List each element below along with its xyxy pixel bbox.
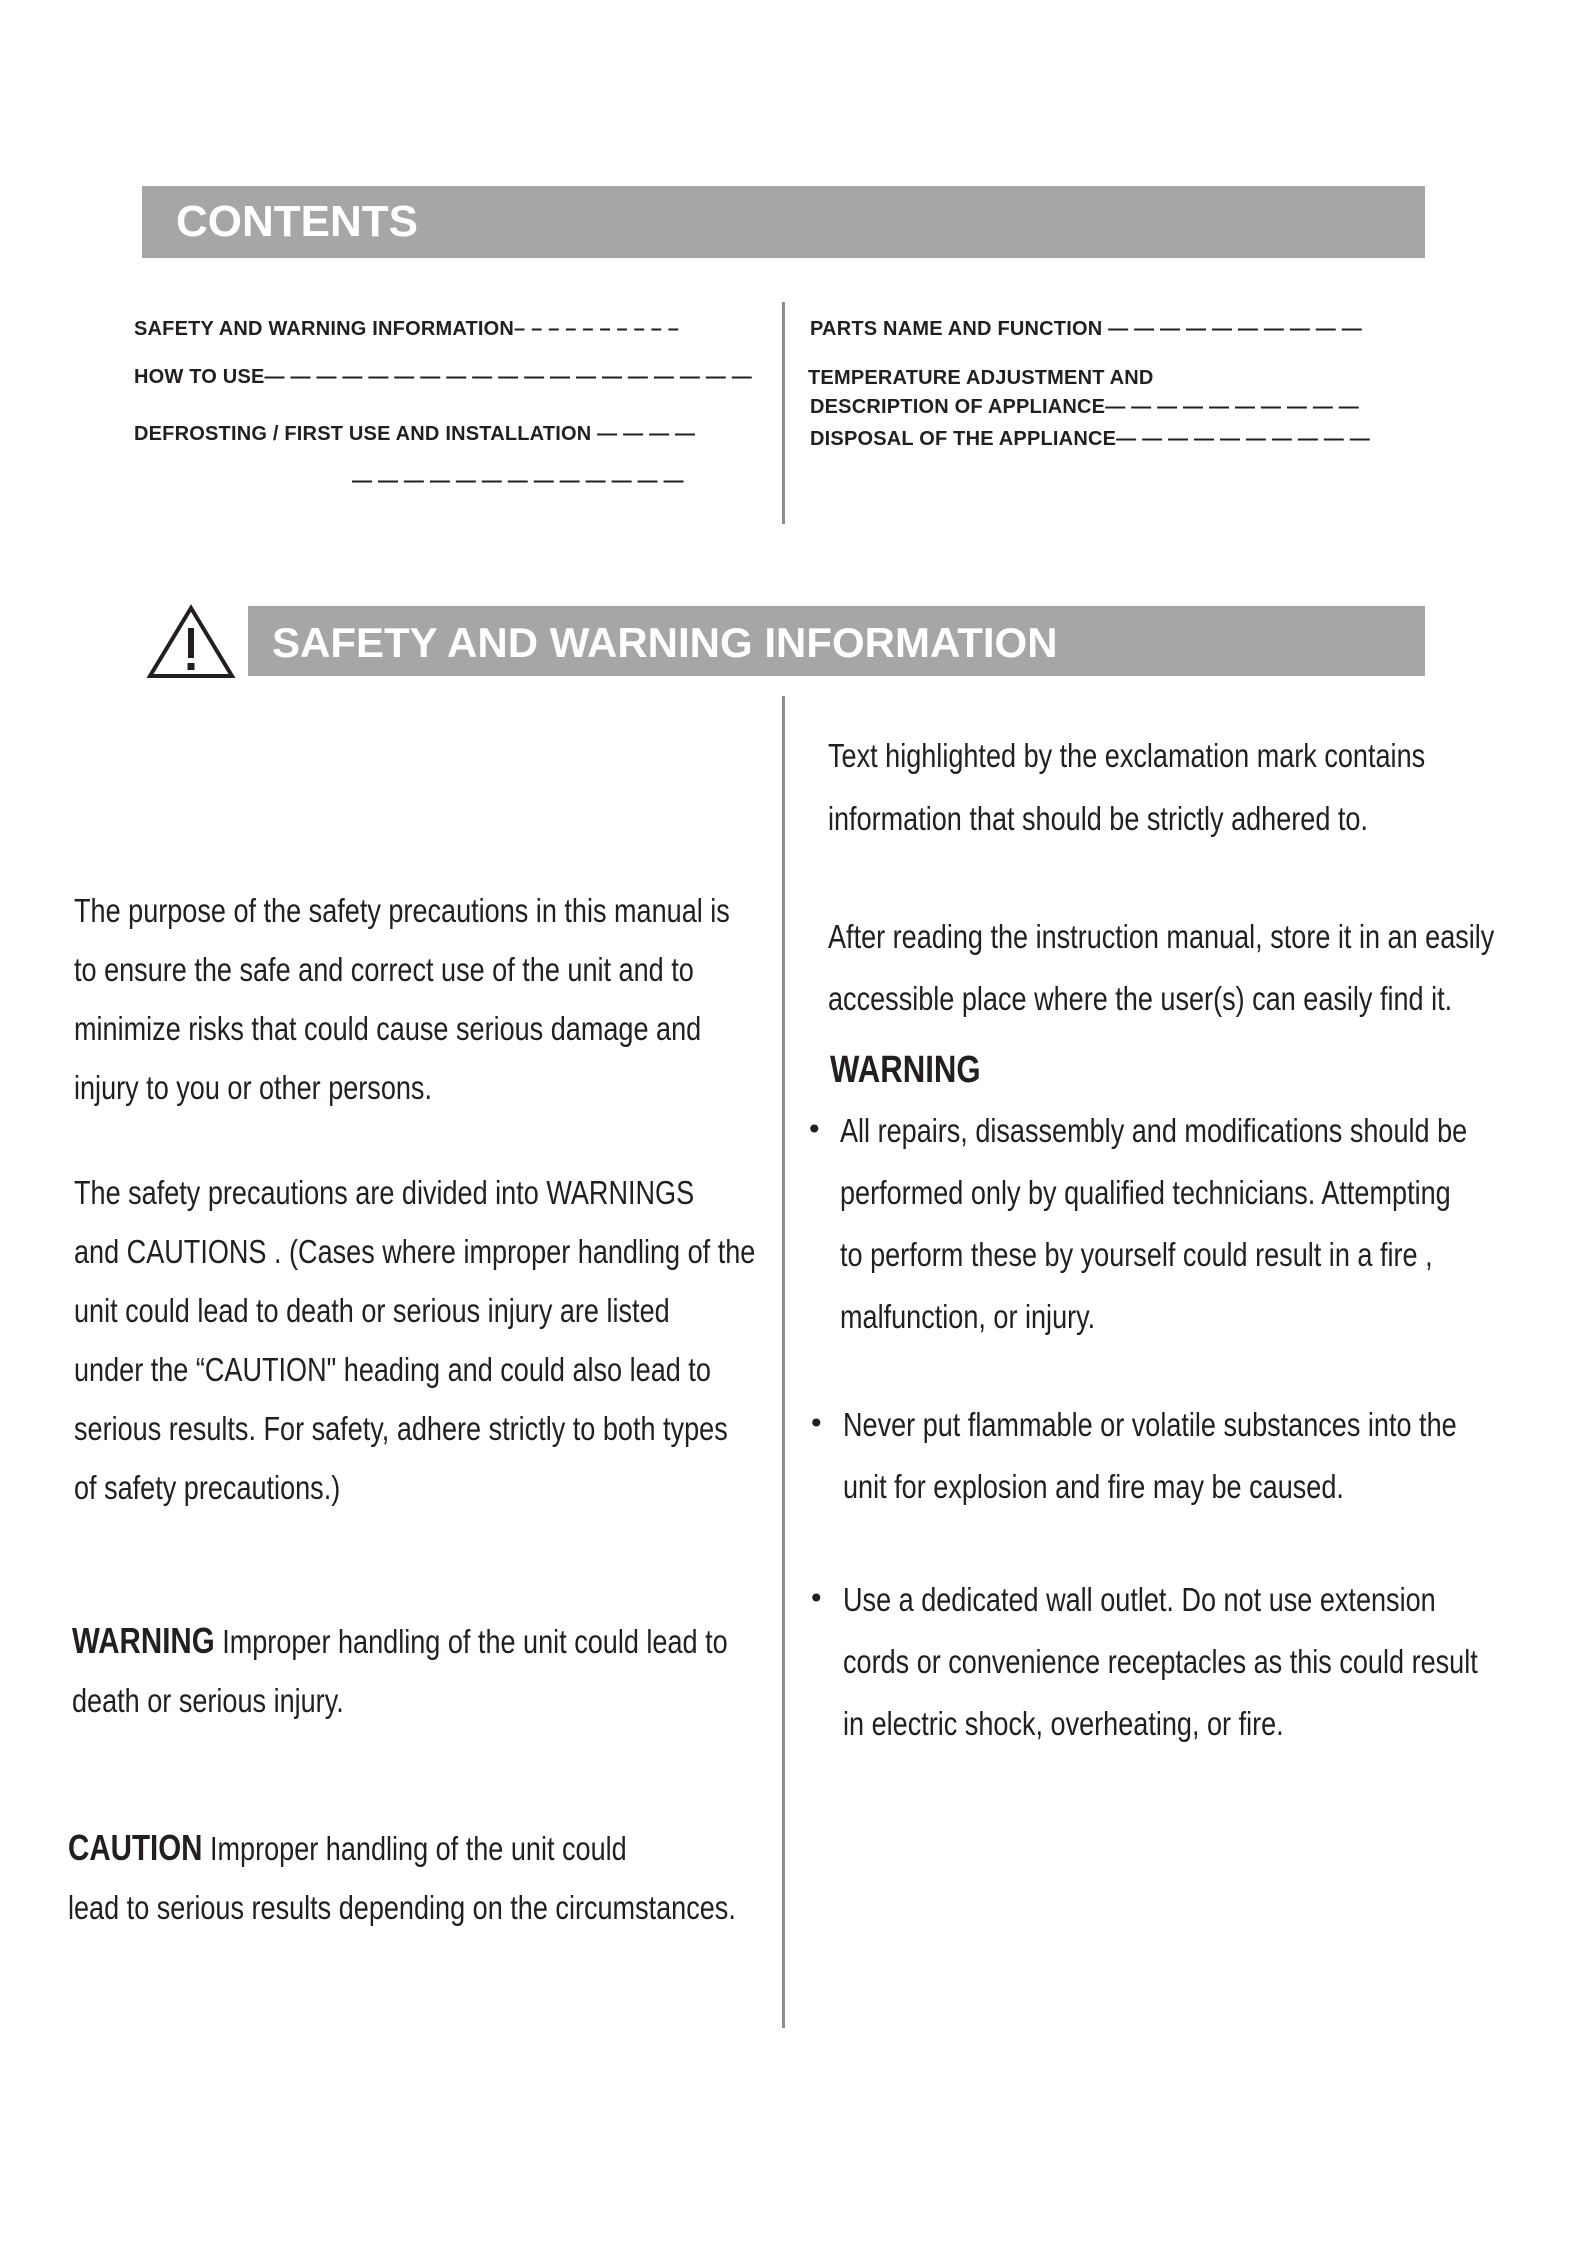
caution-keyword: CAUTION [68, 1827, 203, 1868]
safety-divider [782, 696, 785, 2028]
toc-entry-disposal[interactable]: DISPOSAL OF THE APPLIANCE— — — — — — — — — — [810, 428, 1370, 450]
bullet-1: • [806, 1113, 823, 1146]
purpose-line: to ensure the safe and correct use of the unit and to [74, 951, 694, 988]
store-line: accessible place where the user(s) can easily find it. [828, 980, 1453, 1017]
highlight-line: information that should be strictly adhered to. [828, 800, 1369, 837]
warning-heading: WARNING [830, 1049, 981, 1091]
highlight-paragraph [828, 724, 1425, 850]
bullet-line: in electric shock, overheating, or fire. [843, 1705, 1284, 1742]
store-line: After reading the instruction manual, store it in an easily [828, 918, 1495, 955]
division-paragraph [74, 1163, 755, 1517]
caution-definition [68, 1818, 736, 1937]
warning-definition [72, 1611, 728, 1730]
division-line: under the “CAUTION" heading and could also lead to [74, 1351, 711, 1388]
bullet-line: unit for explosion and fire may be caused. [843, 1468, 1344, 1505]
bullet-paragraph-3 [843, 1569, 1478, 1755]
bullet-2: • [808, 1407, 825, 1440]
division-line: The safety precautions are divided into WARNINGS [74, 1174, 695, 1211]
bullet-3: • [808, 1582, 825, 1615]
store-paragraph [828, 906, 1494, 1030]
caution-def-line2: lead to serious results depending on the circumstances. [68, 1889, 736, 1926]
toc-entry-defrosting[interactable]: DEFROSTING / FIRST USE AND INSTALLATION — — — — [134, 423, 696, 445]
warning-def-line1: Improper handling of the unit could lead to [214, 1623, 728, 1660]
bullet-line: Use a dedicated wall outlet. Do not use extension [843, 1581, 1436, 1618]
toc-entry-parts[interactable]: PARTS NAME AND FUNCTION — — — — — — — — — — [810, 318, 1362, 340]
division-line: unit could lead to death or serious injury are listed [74, 1292, 670, 1329]
bullet-paragraph-1 [840, 1100, 1467, 1348]
bullet-line: All repairs, disassembly and modifications should be [840, 1112, 1468, 1149]
division-line: serious results. For safety, adhere strictly to both types [74, 1410, 728, 1447]
division-line: of safety precautions.) [74, 1469, 341, 1506]
contents-divider [782, 302, 785, 524]
toc-entry-continuation: — — — — — — — — — — — — — [352, 470, 684, 492]
purpose-paragraph [74, 881, 730, 1117]
toc-entry-safety[interactable]: SAFETY AND WARNING INFORMATION– – – – – – – – – – [134, 318, 680, 340]
warning-keyword: WARNING [72, 1620, 215, 1661]
bullet-line: Never put flammable or volatile substances into the [843, 1406, 1457, 1443]
warning-triangle-icon [146, 604, 236, 680]
toc-entry-how-to-use[interactable]: HOW TO USE— — — — — — — — — — — — — — — — — — — [134, 366, 752, 388]
bullet-line: performed only by qualified technicians. Attempting [840, 1174, 1451, 1211]
purpose-line: The purpose of the safety precautions in this manual is [74, 892, 730, 929]
highlight-line: Text highlighted by the exclamation mark contains [828, 737, 1426, 774]
bullet-line: malfunction, or injury. [840, 1298, 1096, 1335]
contents-title: CONTENTS [176, 197, 418, 246]
safety-title: SAFETY AND WARNING INFORMATION [272, 619, 1058, 666]
safety-header [248, 606, 1425, 676]
contents-header [142, 186, 1425, 258]
toc-entry-description[interactable]: DESCRIPTION OF APPLIANCE— — — — — — — — — — [810, 396, 1360, 418]
purpose-line: injury to you or other persons. [74, 1069, 432, 1106]
toc-entry-temperature[interactable]: TEMPERATURE ADJUSTMENT AND [808, 367, 1154, 389]
warning-def-line2: death or serious injury. [72, 1682, 344, 1719]
division-line: and CAUTIONS . (Cases where improper handling of the [74, 1233, 756, 1270]
purpose-line: minimize risks that could cause serious damage and [74, 1010, 702, 1047]
bullet-line: cords or convenience receptacles as this could result [843, 1643, 1478, 1680]
caution-def-line1: Improper handling of the unit could [202, 1830, 627, 1867]
bullet-line: to perform these by yourself could result in a fire , [840, 1236, 1433, 1273]
bullet-paragraph-2 [843, 1394, 1457, 1518]
